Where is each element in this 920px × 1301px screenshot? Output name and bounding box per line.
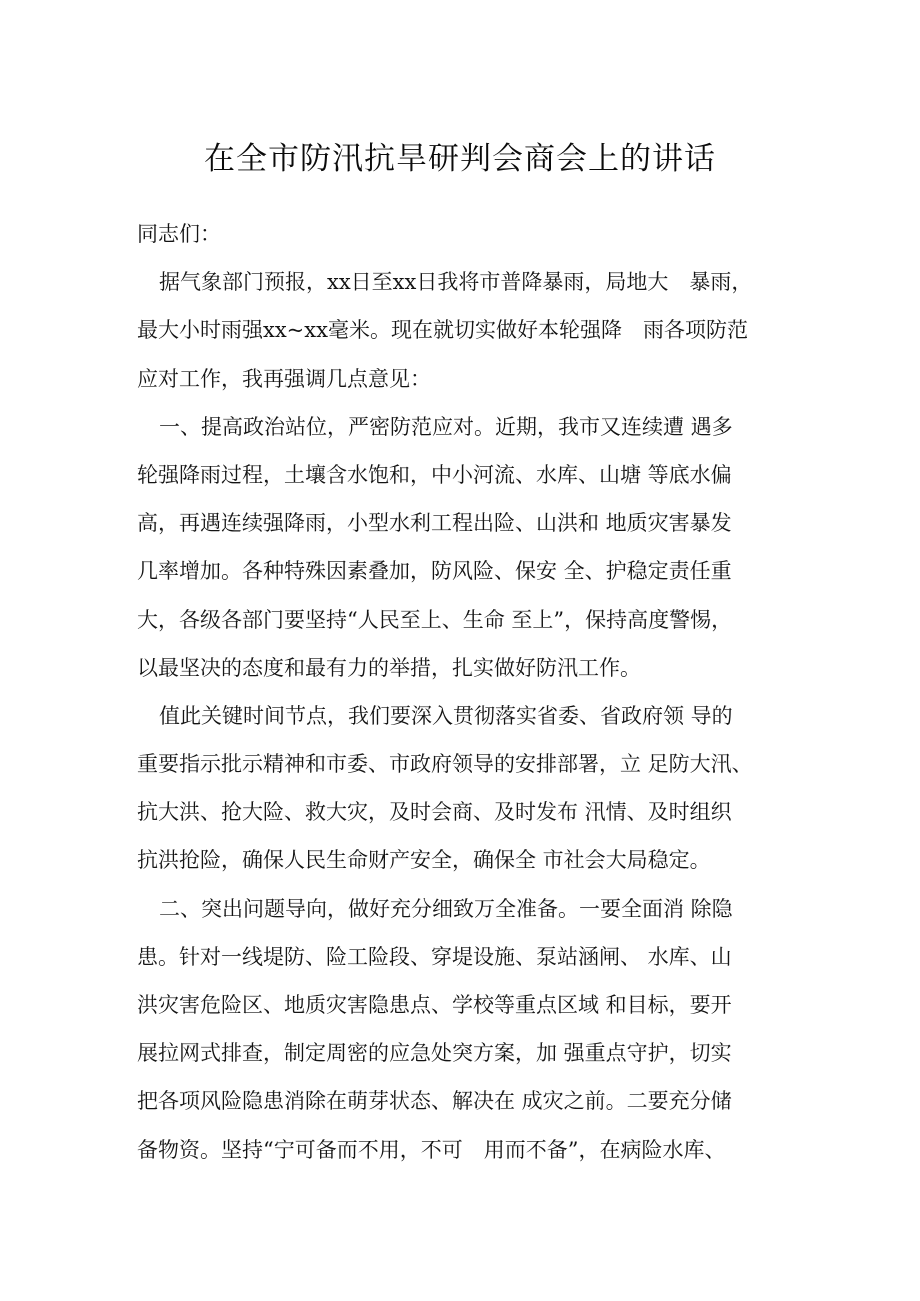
body-line: 展拉网式排查，制定周密的应急处突方案，加 强重点守护，切实 (137, 1041, 732, 1066)
body-line: 洪灾害危险区、地质灾害隐患点、学校等重点区域 和目标，要开 (137, 993, 732, 1017)
body-line: 二、突出问题导向，做好充分细致万全准备。一要全面消 除隐 (159, 896, 733, 921)
body-line: 大，各级各部门要坚持“人民至上、生命 至上”，保持高度警惕， (137, 607, 733, 632)
body-line: 把各项风险隐患消除在萌芽状态、解决在 成灾之前。二要充分储 (137, 1089, 732, 1114)
salutation: 同志们： (137, 222, 221, 246)
document-title: 在全市防汛抗旱研判会商会上的讲话 (204, 141, 716, 177)
body-line: 最大小时雨强xx~xx毫米。现在就切实做好本轮强降 雨各项防范 (137, 318, 748, 343)
body-line: 患。针对一线堤防、险工险段、穿堤设施、泵站涵闸、 水库、山 (137, 944, 732, 969)
body-line: 轮强降雨过程，土壤含水饱和，中小河流、水库、山塘 等底水偏 (137, 462, 732, 487)
body-line: 几率增加。各种特殊因素叠加，防风险、保安 全、护稳定责任重 (137, 559, 732, 584)
body-line: 应对工作，我再强调几点意见： (137, 366, 431, 391)
body-line: 抗洪抢险，确保人民生命财产安全，确保全 市社会大局稳定。 (137, 848, 711, 873)
body-line: 备物资。坚持“宁可备而不用，不可 用而不备”，在病险水库、 (137, 1137, 726, 1162)
body-line: 据气象部门预报，xx日至xx日我将市普降暴雨，局地大 暴雨， (159, 270, 753, 295)
body-line: 重要指示批示精神和市委、市政府领导的安排部署，立 足防大汛、 (137, 752, 753, 777)
body-line: 一、提高政治站位，严密防范应对。近期，我市又连续遭 遇多 (159, 414, 733, 439)
document-body (137, 210, 797, 1174)
body-line: 抗大洪、抢大险、救大灾，及时会商、及时发布 汛情、及时组织 (137, 800, 732, 825)
body-line: 高，再遇连续强降雨，小型水利工程出险、山洪和 地质灾害暴发 (137, 511, 732, 536)
body-lines (137, 258, 797, 1174)
body-line: 值此关键时间节点，我们要深入贯彻落实省委、省政府领 导的 (159, 703, 733, 728)
body-line: 以最坚决的态度和最有力的举措，扎实做好防汛工作。 (137, 655, 641, 680)
